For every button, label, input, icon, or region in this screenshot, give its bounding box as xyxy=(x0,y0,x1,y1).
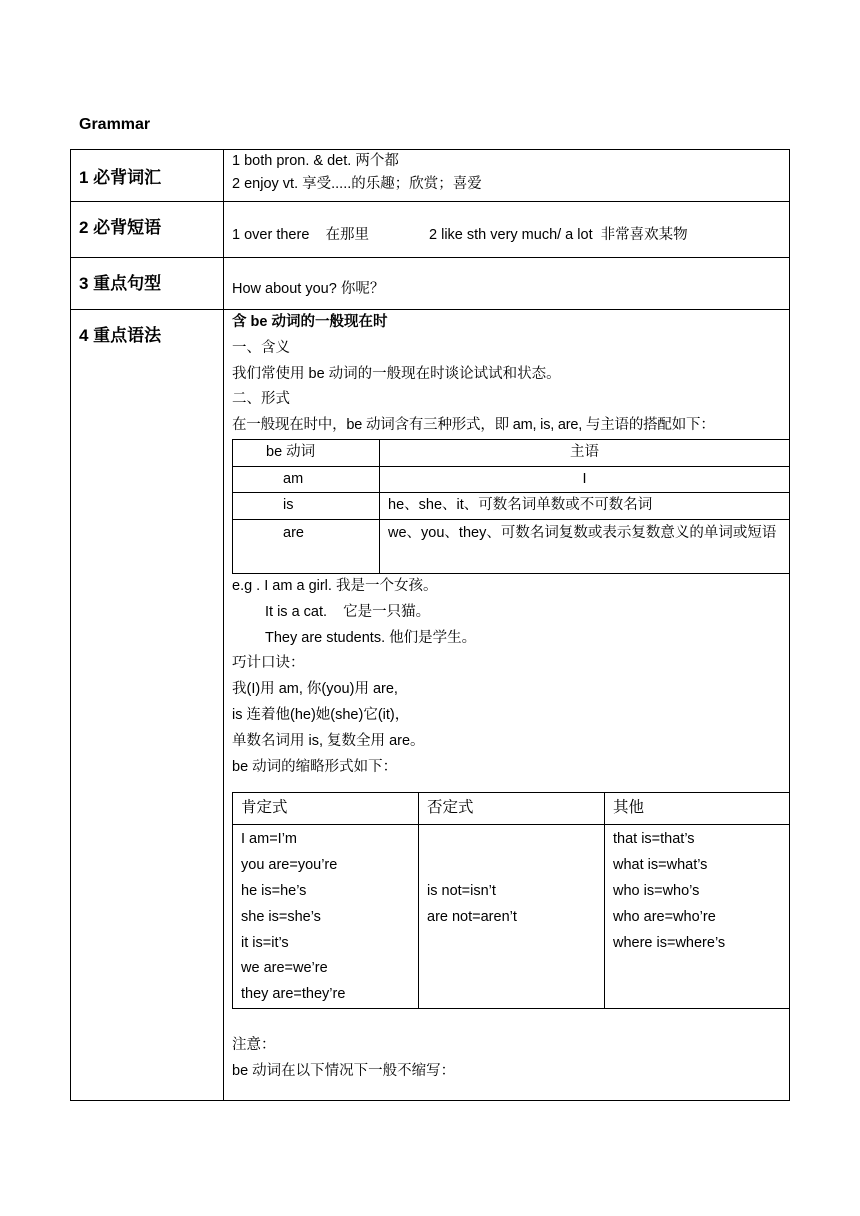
rhyme-title: 巧计口诀： xyxy=(232,655,305,672)
table-header: 肯定式 xyxy=(233,793,419,825)
table-cell: am xyxy=(233,466,380,492)
contraction-item: he is=he’s xyxy=(241,882,307,899)
table-header: 主语 xyxy=(380,439,790,466)
be-verb-table xyxy=(232,439,790,574)
sentence-line: How about you? 你呢？ xyxy=(232,281,385,298)
table-cell: are xyxy=(233,519,380,573)
table-header: 否定式 xyxy=(419,793,605,825)
row-label-phrases xyxy=(71,202,224,258)
table-header: be 动词 xyxy=(233,439,380,466)
phrase-item: 1 over there 在那里 xyxy=(232,227,369,244)
grammar-cell xyxy=(224,310,790,1101)
rhyme-line: is 连着他(he)她(she)它(it)， xyxy=(232,706,410,723)
row-label-text: 2 必背短语 xyxy=(79,217,162,237)
contraction-item: it is=it’s xyxy=(241,934,289,951)
vocab-cell xyxy=(224,150,790,202)
other-column xyxy=(605,825,790,1009)
table-row xyxy=(233,519,790,573)
section-text: 我们常使用 be 动词的一般现在时谈论试试和状态。 xyxy=(232,365,561,382)
contraction-item: what is=what’s xyxy=(613,857,708,874)
section-text: 在一般现在时中，be 动词含有三种形式，即 am, is, are, 与主语的搭配如下： xyxy=(232,417,715,434)
contraction-item: she is=she’s xyxy=(241,908,321,925)
table-cell: I xyxy=(380,466,790,492)
contraction-item: they are=they’re xyxy=(241,986,346,1003)
table-cell: is xyxy=(233,492,380,519)
row-label-sentences xyxy=(71,258,224,310)
sentences-cell xyxy=(224,258,790,310)
table-header: 其他 xyxy=(605,793,790,825)
table-row xyxy=(233,466,790,492)
table-row xyxy=(233,439,790,466)
contraction-item: that is=that’s xyxy=(613,831,695,848)
row-label-text: 3 重点句型 xyxy=(79,273,162,293)
contraction-item: who are=who’re xyxy=(613,908,716,925)
table-cell: he、she、it、可数名词单数或不可数名词 xyxy=(380,492,790,519)
vocab-line: 2 enjoy vt. 享受.....的乐趣；欣赏；喜爱 xyxy=(232,176,482,192)
contraction-item: is not=isn’t xyxy=(427,883,496,900)
page-title: Grammar xyxy=(79,116,151,133)
table-row xyxy=(71,310,790,1101)
phrase-item: 2 like sth very much/ a lot 非常喜欢某物 xyxy=(429,227,688,244)
contraction-item: we are=we’re xyxy=(241,960,328,977)
grammar-heading: 含 be 动词的一般现在时 xyxy=(232,314,388,330)
example-line: e.g . I am a girl. 我是一个女孩。 xyxy=(232,577,438,594)
vocab-line: 1 both pron. & det. 两个都 xyxy=(232,153,399,169)
row-label-vocab xyxy=(71,150,224,202)
row-label-text: 4 重点语法 xyxy=(79,325,162,345)
phrases-line xyxy=(232,223,783,249)
table-row xyxy=(233,793,790,825)
section-title: 二、形式 xyxy=(232,391,290,408)
table-row xyxy=(233,825,790,1009)
contraction-item: where is=where’s xyxy=(613,934,726,951)
example-line: It is a cat. 它是一只猫。 xyxy=(265,603,431,620)
row-label-grammar xyxy=(71,310,224,1101)
table-row xyxy=(233,492,790,519)
contraction-intro: be 动词的缩略形式如下： xyxy=(232,758,398,775)
grammar-table xyxy=(70,149,790,1101)
table-row xyxy=(71,150,790,202)
section-title: 一、含义 xyxy=(232,339,290,356)
table-cell: we、you、they、可数名词复数或表示复数意义的单词或短语 xyxy=(380,519,790,573)
contraction-item: you are=you’re xyxy=(241,857,338,874)
contraction-item: I am=I’m xyxy=(241,831,297,848)
example-line: They are students. 他们是学生。 xyxy=(265,629,477,646)
phrases-cell xyxy=(224,202,790,258)
rhyme-line: 我(I)用 am, 你(you)用 are, xyxy=(232,681,398,698)
contraction-table xyxy=(232,792,790,1009)
note-title: 注意： xyxy=(232,1036,276,1053)
rhyme-line: 单数名词用 is, 复数全用 are。 xyxy=(232,732,425,749)
table-row xyxy=(71,258,790,310)
contraction-item: are not=aren’t xyxy=(427,909,517,926)
row-label-text: 1 必背词汇 xyxy=(79,167,162,187)
table-row xyxy=(71,202,790,258)
affirmative-column xyxy=(233,825,419,1009)
negative-column xyxy=(419,825,605,1009)
note-text: be 动词在以下情况下一般不缩写： xyxy=(232,1062,456,1079)
contraction-item: who is=who’s xyxy=(613,882,700,899)
